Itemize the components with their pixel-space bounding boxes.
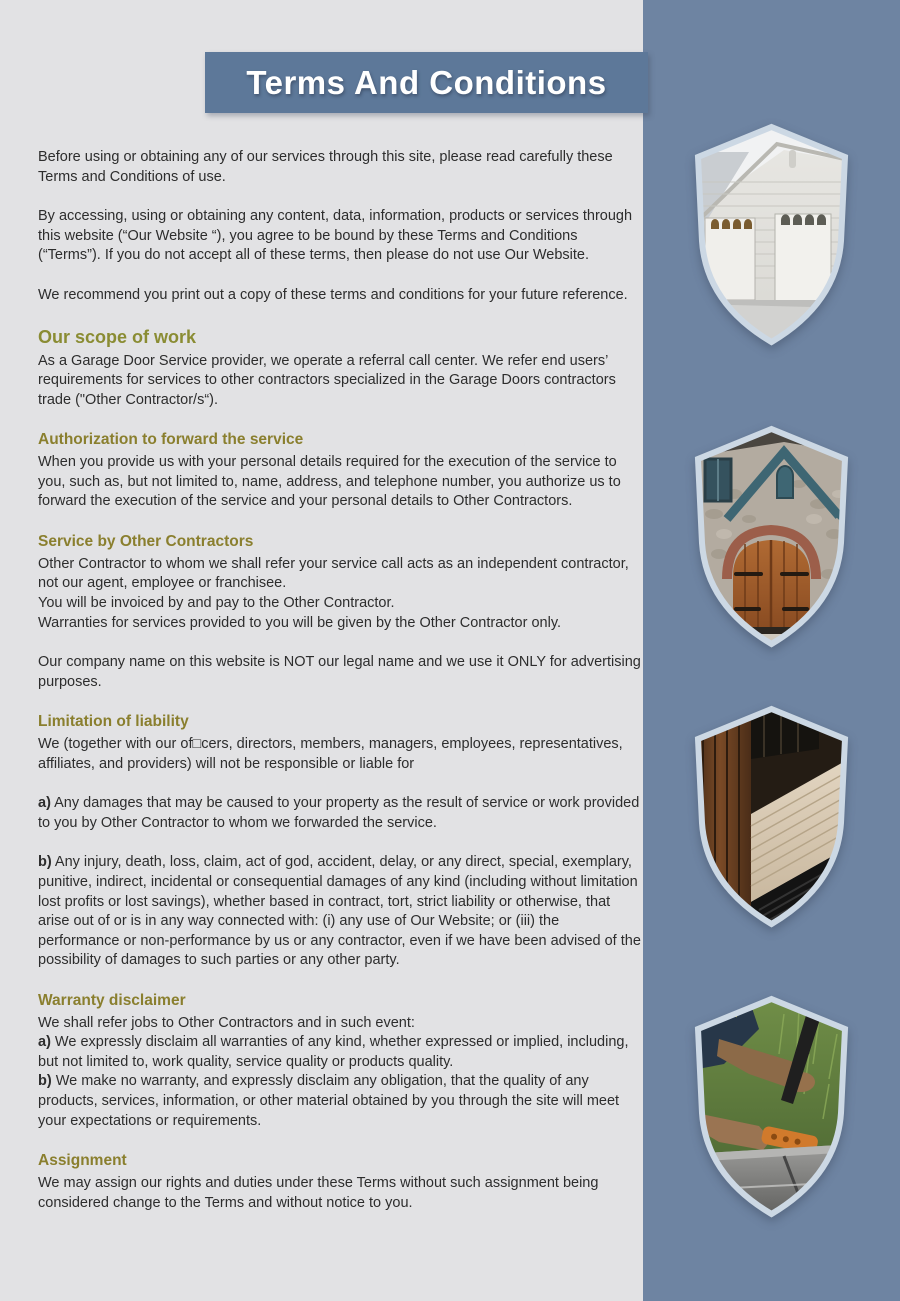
section-paragraph: Other Contractor to whom we shall refer your service call acts as an independent contractor, not our agent, employee or franchisee. [38,555,629,592]
section-paragraph: You will be invoiced by and pay to the Other Contractor. [38,595,395,612]
section-paragraph: Warranties for services provided to you will be given by the Other Contractor only. [38,614,562,631]
section-paragraph: We shall refer jobs to Other Contractors and in such event: [38,1014,415,1031]
section-paragraph: When you provide us with your personal details required for the execution of the service to you, such as, but not limited to, name, address, and telephone number, you authorize us to forward the execution of the service and your personal details to Other Contractors. [38,454,621,510]
intro-paragraph-2: By accessing, using or obtaining any content, data, information, products or services through this website (“Our Website “), you agree to be bound by these Terms and Conditions (“Terms”). If you do not accept all of these terms, then please do not use Our Website. [38,208,633,264]
section-heading-service-by-others: Service by Other Contractors [38,532,254,550]
list-text-b: Any injury, death, loss, claim, act of god, accident, delay, or any direct, special, exemplary, punitive, indirect, incidental or consequential damages of any kind (including without limitation lost profits or lost savings), whether based in contract, tort, strict liability or otherwise, that arise out of or is in any way connected with: (i) any use of Our Website; or (iii) the performance or non-performance by us or any contractor, even if we have been advised of the possibility of damages to such parties or any other party. [38,854,641,969]
sidebar-photo-stone-house [689,424,854,652]
section-heading-authorization: Authorization to forward the service [38,431,304,449]
section-paragraph-b [38,1072,642,1131]
intro-paragraph-3: We recommend you print out a copy of these terms and conditions for your future reference. [38,286,628,303]
section-paragraph-b [38,853,642,970]
section-heading-scope: Our scope of work [38,327,197,348]
list-text-a: Any damages that may be caused to your property as the result of service or work provided to you by Other Contractor to whom we forwarded the service. [38,795,640,831]
section-paragraph: We may assign our rights and duties under these Terms without such assignment being considered change to the Terms and without notice to you. [38,1175,599,1211]
list-label-a: a) [38,795,51,812]
list-text-b: We make no warranty, and expressly disclaim any obligation, that the quality of any products, services, information, or other material obtained by you through the site will meet your expectations or requirements. [38,1073,620,1129]
section-heading-warranty: Warranty disclaimer [38,991,186,1009]
section-paragraph: As a Garage Door Service provider, we operate a referral call center. We refer end users’ requirements for services to other contractors specialized in the Garage Doors contractors trade ("Other Contractor/s“). [38,352,616,408]
sidebar [643,0,900,1301]
list-label-b: b) [38,1073,52,1090]
section-paragraph: We (together with our of□cers, directors, members, managers, employees, representatives, affiliates, and providers) will not be responsible or liable for [38,736,623,772]
section-paragraph-a [38,1033,642,1072]
sidebar-photo-technician [689,994,854,1222]
terms-content [38,0,642,1233]
section-paragraph-a [38,794,642,833]
section-heading-assignment: Assignment [38,1152,127,1170]
section-heading-limitation: Limitation of liability [38,713,189,731]
list-label-a: a) [38,1034,51,1051]
page-title: Terms And Conditions [246,63,607,101]
intro-paragraph-1: Before using or obtaining any of our services through this site, please read carefully these Terms and Conditions of use. [38,149,613,185]
list-label-b: b) [38,854,52,871]
list-text-a: We expressly disclaim all warranties of any kind, whether expressed or implied, including, but not limited to, work quality, service quality or products quality. [38,1034,629,1070]
sidebar-photo-modern-facade [689,704,854,932]
section-paragraph: Our company name on this website is NOT our legal name and we use it ONLY for advertising purposes. [38,654,641,690]
sidebar-photo-white-garage [689,122,854,350]
